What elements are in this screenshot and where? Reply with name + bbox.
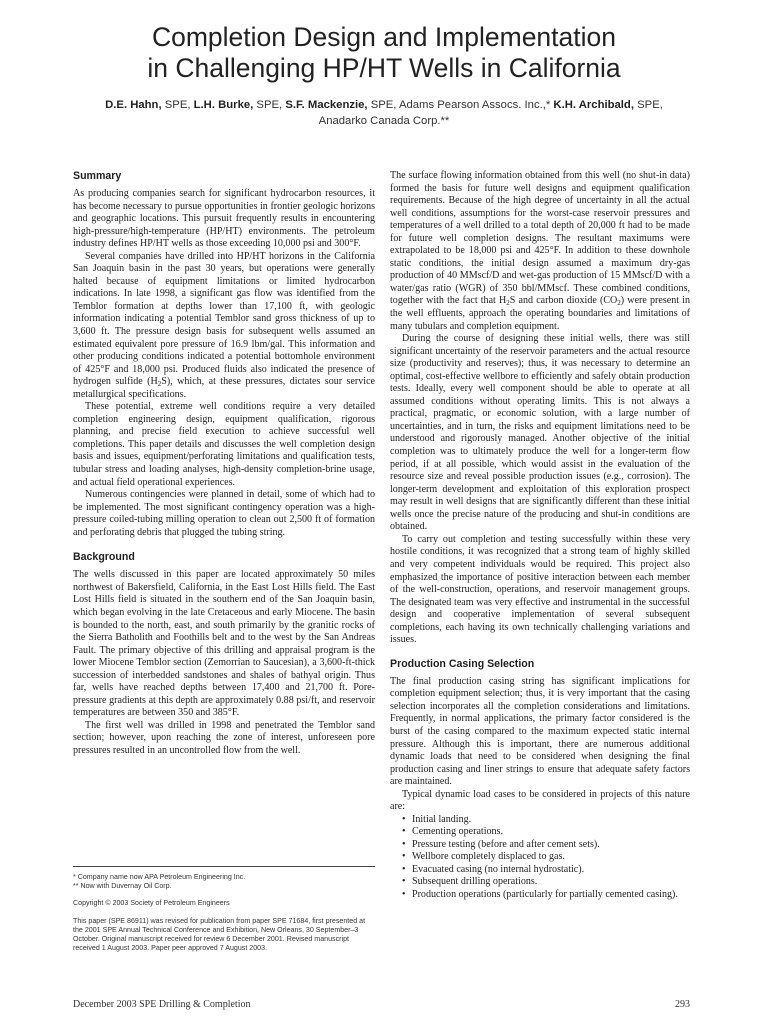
summary-paragraph-2: Several companies have drilled into HP/HT horizons in the California San Joaquin basin in the past 30 years, but operations were generally halted because of equipment limitations or limited hydrocarbon indications. In late 1998, a significant gas flow was identified from the Temblor formation at depths lower than 17,100 ft, with geologic information indicating a potential Temblor sand gross thickness of up to 3,600 ft. The pressure design basis for subsequent wells assumed an estimated equivalent pore pressure of 16.9 lbm/gal. This information and other producing conditions indicated a potential bottomhole environment of 425°F and 18,000 psi. Produced fluids also indicated the presence of hydrogen sulfide $(H_2S)$, which, at these pressures, dictates sour service metallurgical specifications. xyxy=(73,250,375,400)
background-paragraph-2: The first well was drilled in 1998 and penetrated the Temblor sand section; however, upon reaching the zone of interest, unforeseen pore pressures resulted in an uncontrolled flow from the well. xyxy=(73,719,375,756)
footnotes xyxy=(73,866,375,953)
list-item: • Pressure testing (before and after cement sets). xyxy=(404,839,690,852)
footnote-2: ** Now with Duvernay Oil Corp. xyxy=(73,882,172,891)
list-item: • Initial landing. xyxy=(404,814,690,827)
author-block xyxy=(40,97,728,129)
load-case-list xyxy=(390,814,690,902)
list-item: • Production operations (particularly for partially cemented casing). xyxy=(404,889,690,902)
summary-paragraph-3: These potential, extreme well conditions require a very detailed completion engineering design, equipment qualification, rigorous planning, and precise field execution to achieve successful well completions. This paper details and discusses the well completion design basis and issues, equipment/perforating limitations and qualification tests, tubular stress and loading analyses, high-density completion-brine usage, and actual field operational experiences. xyxy=(73,401,375,488)
body-paragraph-3: To carry out completion and testing successfully within these very hostile conditions, it was recognized that a strong team of highly skilled and very competent individuals would be required. This project also emphasized the importance of positive interaction between each member of the well-construction, operations, and reservoir management groups. The designated team was very effective and instrumental in the successful design and cooperative implementation of several subsequent completions, each having its own technically challenging variations and issues. xyxy=(390,533,690,646)
author-affiliation: SPE, xyxy=(253,99,286,111)
author-affiliation: SPE, xyxy=(633,99,663,111)
list-item: • Evacuated casing (no internal hydrostatic). xyxy=(404,864,690,877)
list-item: • Subsequent drilling operations. xyxy=(404,876,690,889)
left-column xyxy=(73,170,375,758)
right-column xyxy=(390,170,690,901)
author-affiliation: SPE, xyxy=(161,99,194,111)
casing-heading: Production Casing Selection xyxy=(390,657,535,670)
paper-title xyxy=(40,22,728,84)
author-name: K.H. Archibald, xyxy=(553,99,634,111)
summary-paragraph-4: Numerous contingencies were planned in detail, some of which had to be implemented. The most significant contingency operation was a high-pressure coiled-tubing milling operation to clean out 2,500 ft of formation and perforating debris that plugged the tubing string. xyxy=(73,489,375,538)
summary-paragraph-1: As producing companies search for significant hydrocarbon resources, it has become necessary to pursue opportunities in frontier geologic horizons and geographic locations. This pursuit frequently results in encountering high-pressure/high-temperature (HP/HT) environments. The petroleum industry defines HP/HT wells as those exceeding 10,000 psi and 300°F. xyxy=(73,188,375,250)
copyright-notice: Copyright © 2003 Society of Petroleum Engineers xyxy=(73,899,230,908)
page-number: 293 xyxy=(675,999,690,1010)
title-line-2: in Challenging HP/HT Wells in California xyxy=(147,53,621,83)
background-paragraph-1: The wells discussed in this paper are located approximately 50 miles northwest of Bakersfield, California, in the East Lost Hills field. The East Lost Hills field is situated in the southern end of the San Joaquin basin, which began evolving in the late Cretaceous and early Miocene. The basin is bounded to the north, east, and south primarily by the granitic rocks of the Sierra Batholith and Foothills belt and to the west by the San Andreas Fault. The primary objective of this drilling and appraisal program is the lower Miocene Temblor section (Zemorrian to Saucesian), a 3,600-ft-thick succession of interbedded sandstones and shales of bathyal origin. Thus far, wells have reached depths between 17,400 and 21,700 ft. Pore-pressure gradients at this depth are approximately 0.88 psi/ft, and reservoir temperatures are between 350 and 385°F. xyxy=(73,569,375,719)
author-name: D.E. Hahn, xyxy=(105,99,162,111)
body-paragraph-1: The surface flowing information obtained from this well (no shut-in data) formed the basis for future well designs and equipment qualification requirements. Because of the high degree of uncertainty in all the actual well conditions, assumptions for the worst-case reservoir pressures and temperatures of a well drilled to a total depth of 20,000 ft had to be made for future well completion designs. The resultant maximums were extrapolated to be 18,000 psi and 425°F. In addition to these downhole static conditions, the initial design assumed a maximum dry-gas production of 40 MMscf/D and wet-gas production of 15 MMscf/D with a water/gas ratio (WGR) of 350 bbl/MMscf. These combined conditions, together with the fact that $H_2S$ and carbon dioxide $(CO_2)$ were present in the well effluents, approach the operating boundaries and limitations of many tubulars and completion equipment. xyxy=(390,170,690,332)
summary-heading: Summary xyxy=(73,170,122,182)
footnote-1: * Company name now APA Petroleum Engineering Inc. xyxy=(73,873,246,881)
author-line-1 xyxy=(40,97,728,113)
background-heading: Background xyxy=(73,551,135,564)
list-item: • Cementing operations. xyxy=(404,826,690,839)
revision-note: This paper (SPE 86911) was revised for publication from paper SPE 71684, first presented at the 2001 SPE Annual Technical Conference and Exhibition, New Orleans, 30 September–3 October. Original manuscript received for review 6 December 2001. Revised manuscript received 1 August 2003. Paper peer approved 7 August 2003. xyxy=(73,916,366,953)
journal-footer: December 2003 SPE Drilling & Completion xyxy=(73,999,251,1010)
author-name: L.H. Burke, xyxy=(193,99,254,111)
author-affiliation: SPE, Adams Pearson Assocs. Inc.,* xyxy=(367,99,554,111)
title-line-1: Completion Design and Implementation xyxy=(151,22,616,52)
body-paragraph-2: During the course of designing these initial wells, there was still significant uncertainty of the reservoir parameters and the actual resource size (productivity and reserves); thus, it was necessary to determine an optimal, cost-effective wellbore to efficiently and safely obtain production tests. Ideally, every well component should be able to operate at all assumed conditions without operating limits. This is not always a practical, pragmatic, or economic solution, with a large number of uncertainties, and in turn, the risks and equipment limitations need to be understood and rigorously managed. Another objective of the initial completion was to ultimately produce the well for a longer-term flow period, if at all possible, which would assist in the evaluation of the resource size and reveal possible production issues (e.g., corrosion). The longer-term development and exploitation of this exploration prospect may result in well designs that are significantly different than these initial wells once the precise nature of the producing and shut-in conditions are obtained. xyxy=(390,333,690,533)
author-line-2: Anadarko Canada Corp.** xyxy=(318,115,450,127)
casing-paragraph-1: The final production casing string has significant implications for completion equipment selection; thus, it is very important that the casing selection incorporates all the completion considerations and limitations. Frequently, in normal applications, the primary factor considered is the burst of the casing compared to the maximum expected static internal pressure. Although this is important, there are numerous additional dynamic loads that need to be considered when designing the final production casing and liner strings to ensure that adequate safety factors are maintained. xyxy=(390,675,690,788)
casing-paragraph-2: Typical dynamic load cases to be considered in projects of this nature are: xyxy=(390,788,690,813)
author-name: S.F. Mackenzie, xyxy=(285,99,368,111)
list-item: • Wellbore completely displaced to gas. xyxy=(404,851,690,864)
